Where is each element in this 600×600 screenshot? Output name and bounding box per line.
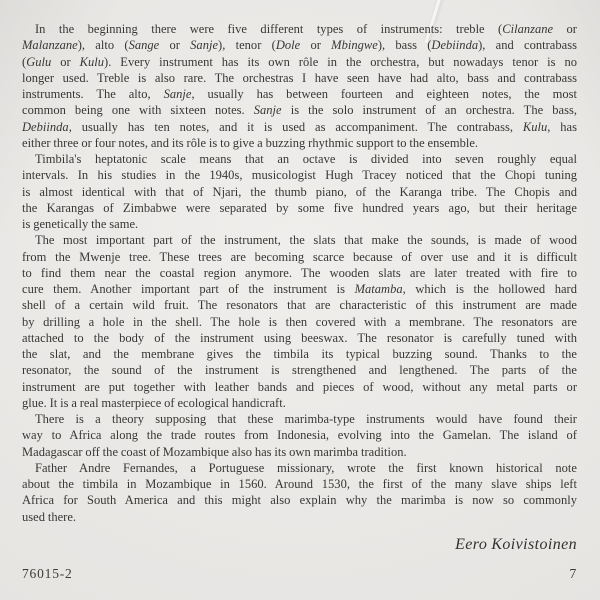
text-line: to find them near the coastal region anymore. The wooden slats are later treated with fire to xyxy=(22,265,577,280)
text-line: either three or four notes, and its rôle is to give a buzzing rhythmic support to the ensemble. xyxy=(22,135,479,150)
paragraph xyxy=(22,460,577,525)
text-line: Timbila's heptatonic scale means that an octave is divided into seven roughly equal xyxy=(35,152,577,166)
text-line: the slat, and the membrane gives the timbila its typical buzzing sound. Thanks to the xyxy=(22,347,577,361)
text-line: from the Mwenje tree. These trees are becoming scarce because of over use and it is difficult xyxy=(22,249,577,264)
text-line: attached to the body of the instrument using beeswax. The resonator is carefully tuned with xyxy=(22,330,577,345)
text-line: the Karangas of Zimbabwe were separated by some five hundred years ago, but their heritage xyxy=(22,200,577,215)
paragraph xyxy=(22,411,577,460)
text-line: glue. It is a real masterpiece of ecological handicraft. xyxy=(22,395,286,410)
text-line: Father Andre Fernandes, a Portuguese missionary, wrote the first known historical note xyxy=(35,460,577,475)
author-signature: Eero Koivistoinen xyxy=(455,535,577,553)
text-body xyxy=(22,21,577,553)
text-line: Malanzane), alto (Sange or Sanje), tenor (Dole or Mbingwe), bass (Debiinda), and contrabass xyxy=(22,38,577,53)
text-line: is almost identical with that of Njari, the thumb piano, of the Karanga tribe. The Chopis and xyxy=(22,184,577,199)
text-line: Madagascar off the coast of Mozambique also has its own marimba tradition. xyxy=(22,444,407,459)
text-line: is genetically the same. xyxy=(22,217,139,231)
catalog-number: 76015-2 xyxy=(22,566,73,581)
text-line: Africa for South America and this might also explain why the marimba is now so commonly xyxy=(22,493,577,508)
text-line: instruments. The alto, Sanje, usually has between fourteen and eighteen notes, the most xyxy=(22,87,577,101)
text-line: Debiinda, usually has ten notes, and it is used as accompaniment. The contrabass, Kulu, has xyxy=(22,119,577,134)
text-line: resonator, the sound of the instrument is strengthened and lengthened. The parts of the xyxy=(22,363,577,378)
text-line: instrument are put together with leather bands and pieces of wood, without any metal parts or xyxy=(22,379,577,394)
text-line: way to Africa along the trade routes from Indonesia, evolving into the Gamelan. The island of xyxy=(22,428,577,443)
text-line: shell of a certain wild fruit. The resonators that are characteristic of this instrument are made xyxy=(22,298,577,313)
text-line: The most important part of the instrument, the slats that make the sounds, is made of wood xyxy=(35,233,577,248)
text-line: intervals. In his studies in the 1940s, musicologist Hugh Tracey noticed that the Chopi tuning xyxy=(22,168,577,183)
text-line: about the timbila in Mozambique in 1560. Around 1530, the first of the many slave ships left xyxy=(22,477,577,491)
text-line: common being one with sixteen notes. Sanje is the solo instrument of an orchestra. The bass, xyxy=(22,103,577,118)
text-line: used there. xyxy=(22,509,77,524)
paragraph xyxy=(22,151,577,232)
text-line: In the beginning there were five different types of instruments: treble (Cilanzane or xyxy=(35,22,577,36)
paragraph xyxy=(22,21,577,151)
paragraph xyxy=(22,232,577,411)
page-number: 7 xyxy=(569,566,577,581)
text-line: (Gulu or Kulu). Every instrument has its own rôle in the orchestra, but nowadays tenor is no xyxy=(22,54,577,69)
text-line: longer used. Treble is also rare. The orchestras I have seen have had alto, bass and contrabass xyxy=(22,70,577,85)
page-footer xyxy=(22,566,577,582)
text-line: by drilling a hole in the shell. The hole is then covered with a membrane. The resonators are xyxy=(22,314,577,329)
text-line: There is a theory supposing that these marimba-type instruments would have found their xyxy=(35,412,577,426)
text-line: cure them. Another important part of the instrument is Matamba, which is the hollowed hard xyxy=(22,282,577,296)
